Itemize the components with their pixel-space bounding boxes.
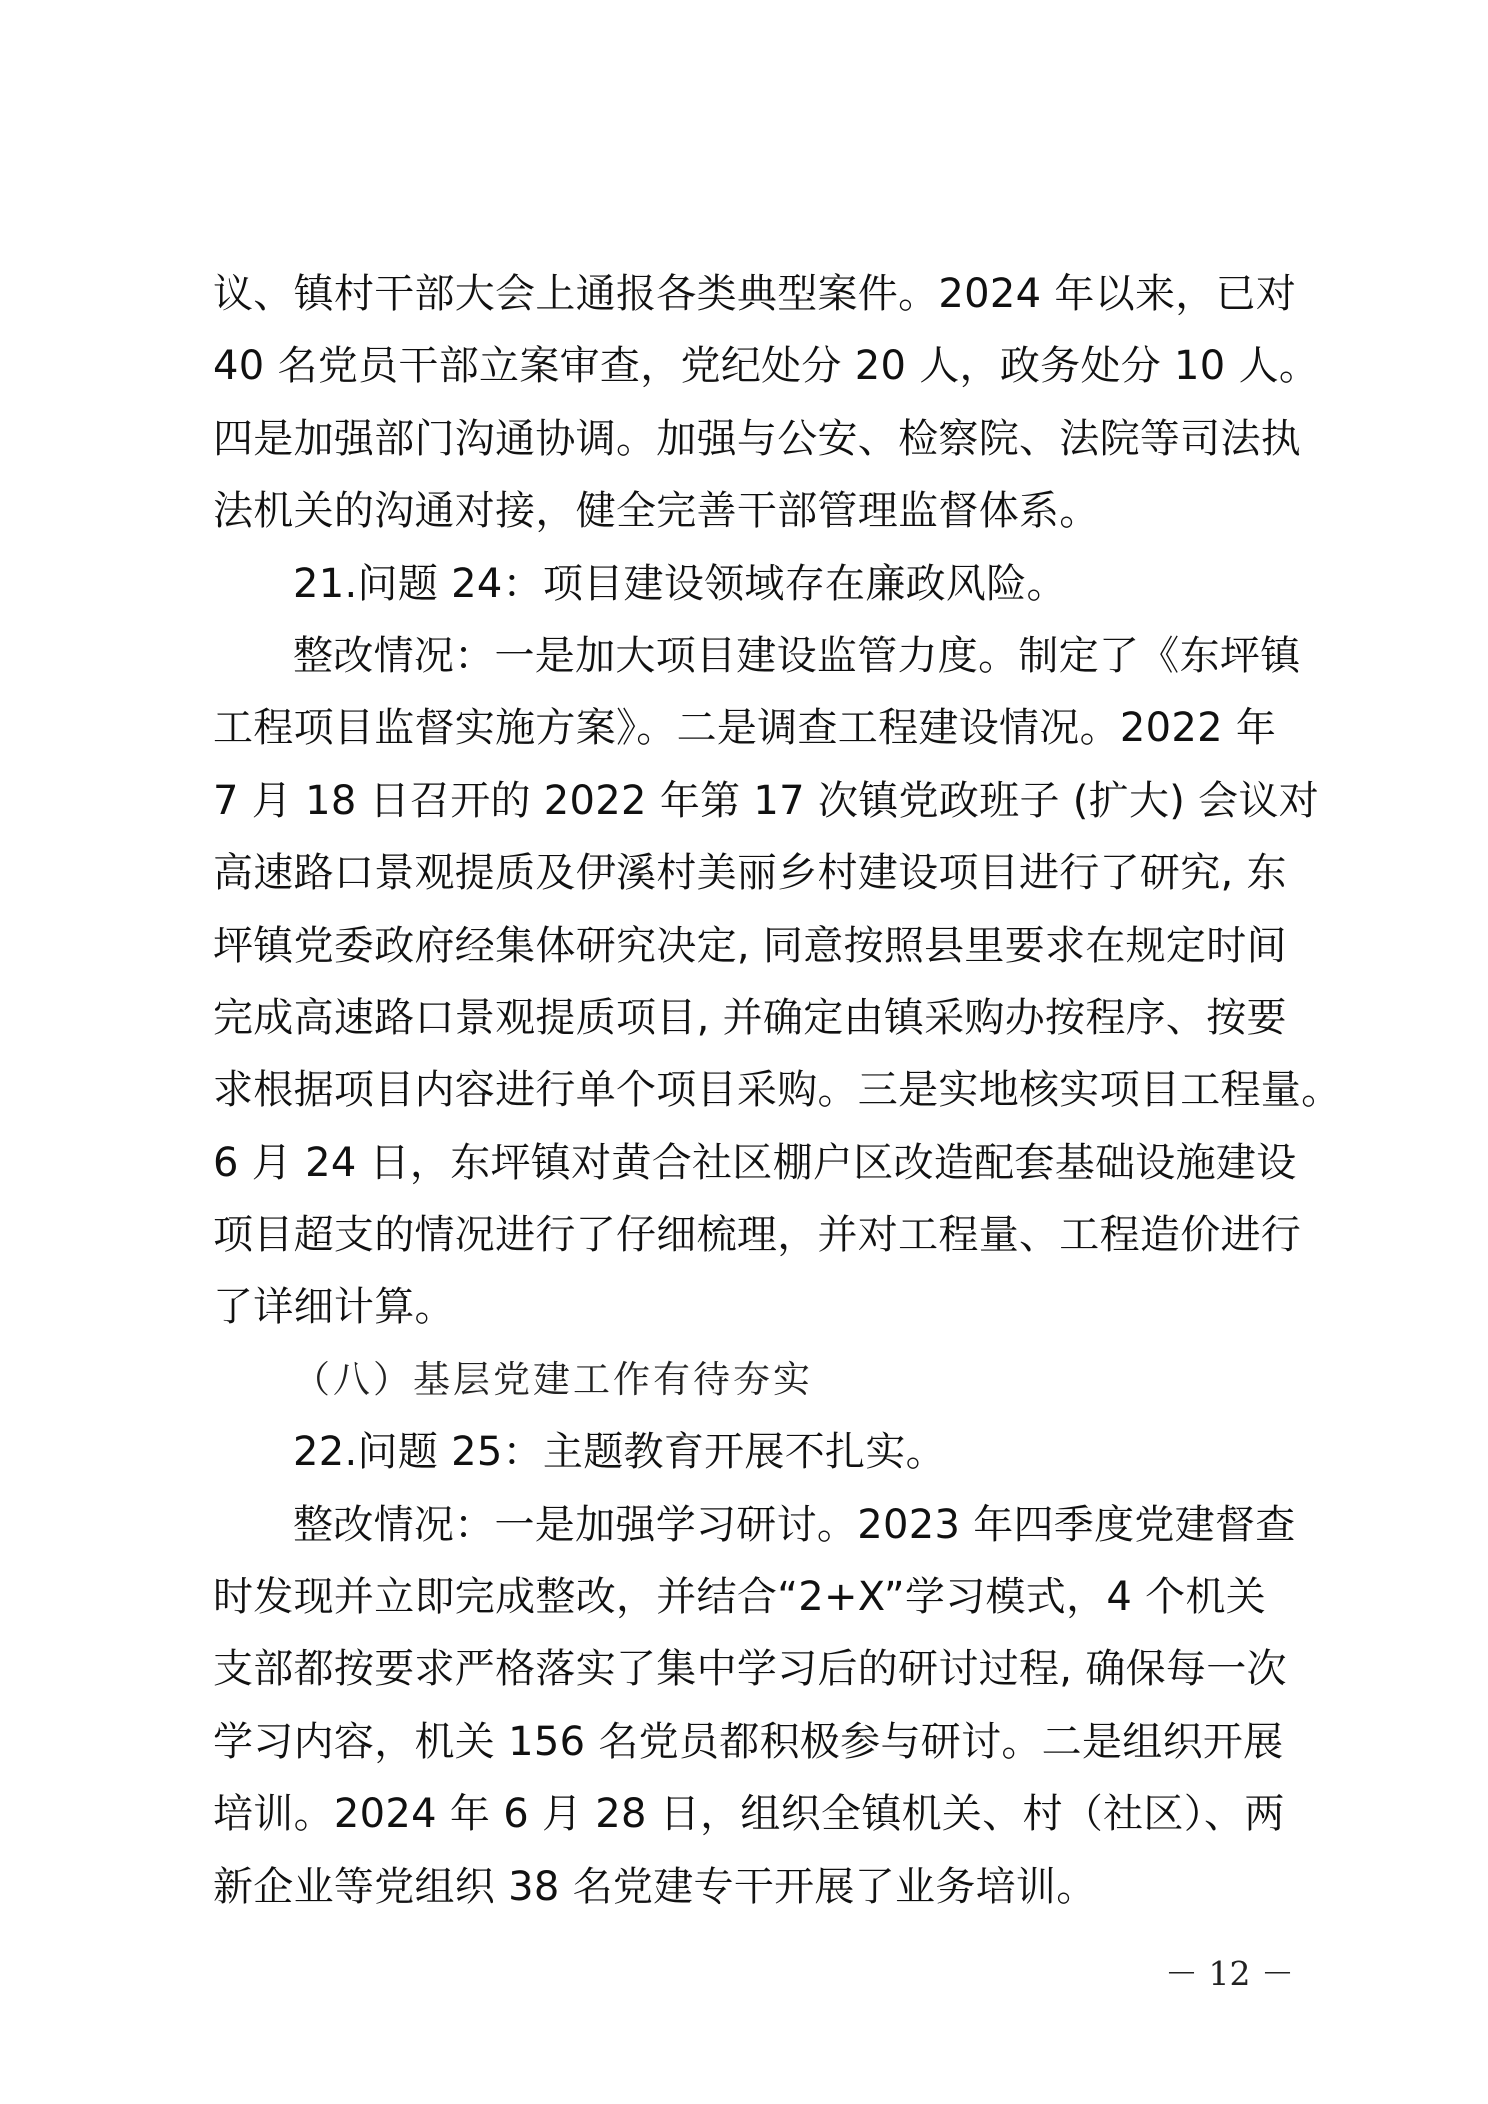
section-heading: （八）基层党建工作有待夯实 bbox=[293, 1357, 813, 1401]
text-line: 法机关的沟通对接，健全完善干部管理监督体系。 bbox=[213, 488, 1100, 535]
text-line: 高速路口景观提质及伊溪村美丽乡村建设项目进行了研究, 东 bbox=[213, 850, 1287, 897]
text-line: 四是加强部门沟通协调。加强与公安、检察院、法院等司法执 bbox=[213, 415, 1302, 462]
text-line: 6 月 24 日，东坪镇对黄合社区棚户区改造配套基础设施建设 bbox=[213, 1139, 1297, 1186]
rectification-25-start: 整改情况：一是加强学习研讨。2023 年四季度党建督查 bbox=[293, 1501, 1296, 1548]
text-line: 学习内容，机关 156 名党员都积极参与研讨。二是组织开展 bbox=[213, 1718, 1284, 1765]
text-line: 了详细计算。 bbox=[213, 1284, 455, 1331]
text-line: 完成高速路口景观提质项目, 并确定由镇采购办按程序、按要 bbox=[213, 994, 1287, 1041]
text-line: 时发现并立即完成整改，并结合“2+X”学习模式，4 个机关 bbox=[213, 1574, 1267, 1621]
text-line: 工程项目监督实施方案》。二是调查工程建设情况。2022 年 bbox=[213, 705, 1277, 752]
page-number: － 12 － bbox=[1165, 1954, 1294, 1993]
text-line: 坪镇党委政府经集体研究决定, 同意按照县里要求在规定时间 bbox=[213, 922, 1287, 969]
issue-25-title: 22.问题 25：主题教育开展不扎实。 bbox=[293, 1429, 946, 1476]
text-line: 议、镇村干部大会上通报各类典型案件。2024 年以来，已对 bbox=[213, 271, 1297, 317]
body-text bbox=[213, 258, 1342, 1923]
text-line: 新企业等党组织 38 名党建专干开展了业务培训。 bbox=[213, 1863, 1097, 1910]
issue-24-title: 21.问题 24：项目建设领域存在廉政风险。 bbox=[293, 560, 1067, 607]
text-line: 培训。2024 年 6 月 28 日，组织全镇机关、村（社区）、两 bbox=[213, 1791, 1285, 1838]
text-line: 支部都按要求严格落实了集中学习后的研讨过程, 确保每一次 bbox=[213, 1646, 1287, 1693]
text-line: 7 月 18 日召开的 2022 年第 17 次镇党政班子 (扩大) 会议对 bbox=[213, 777, 1320, 824]
text-line: 求根据项目内容进行单个项目采购。三是实地核实项目工程量。 bbox=[213, 1067, 1342, 1114]
text-line: 项目超支的情况进行了仔细梳理，并对工程量、工程造价进行 bbox=[213, 1212, 1302, 1259]
rectification-24-start: 整改情况：一是加大项目建设监管力度。制定了《东坪镇 bbox=[293, 632, 1301, 679]
text-line: 40 名党员干部立案审查，党纪处分 20 人，政务处分 10 人。 bbox=[213, 343, 1320, 390]
